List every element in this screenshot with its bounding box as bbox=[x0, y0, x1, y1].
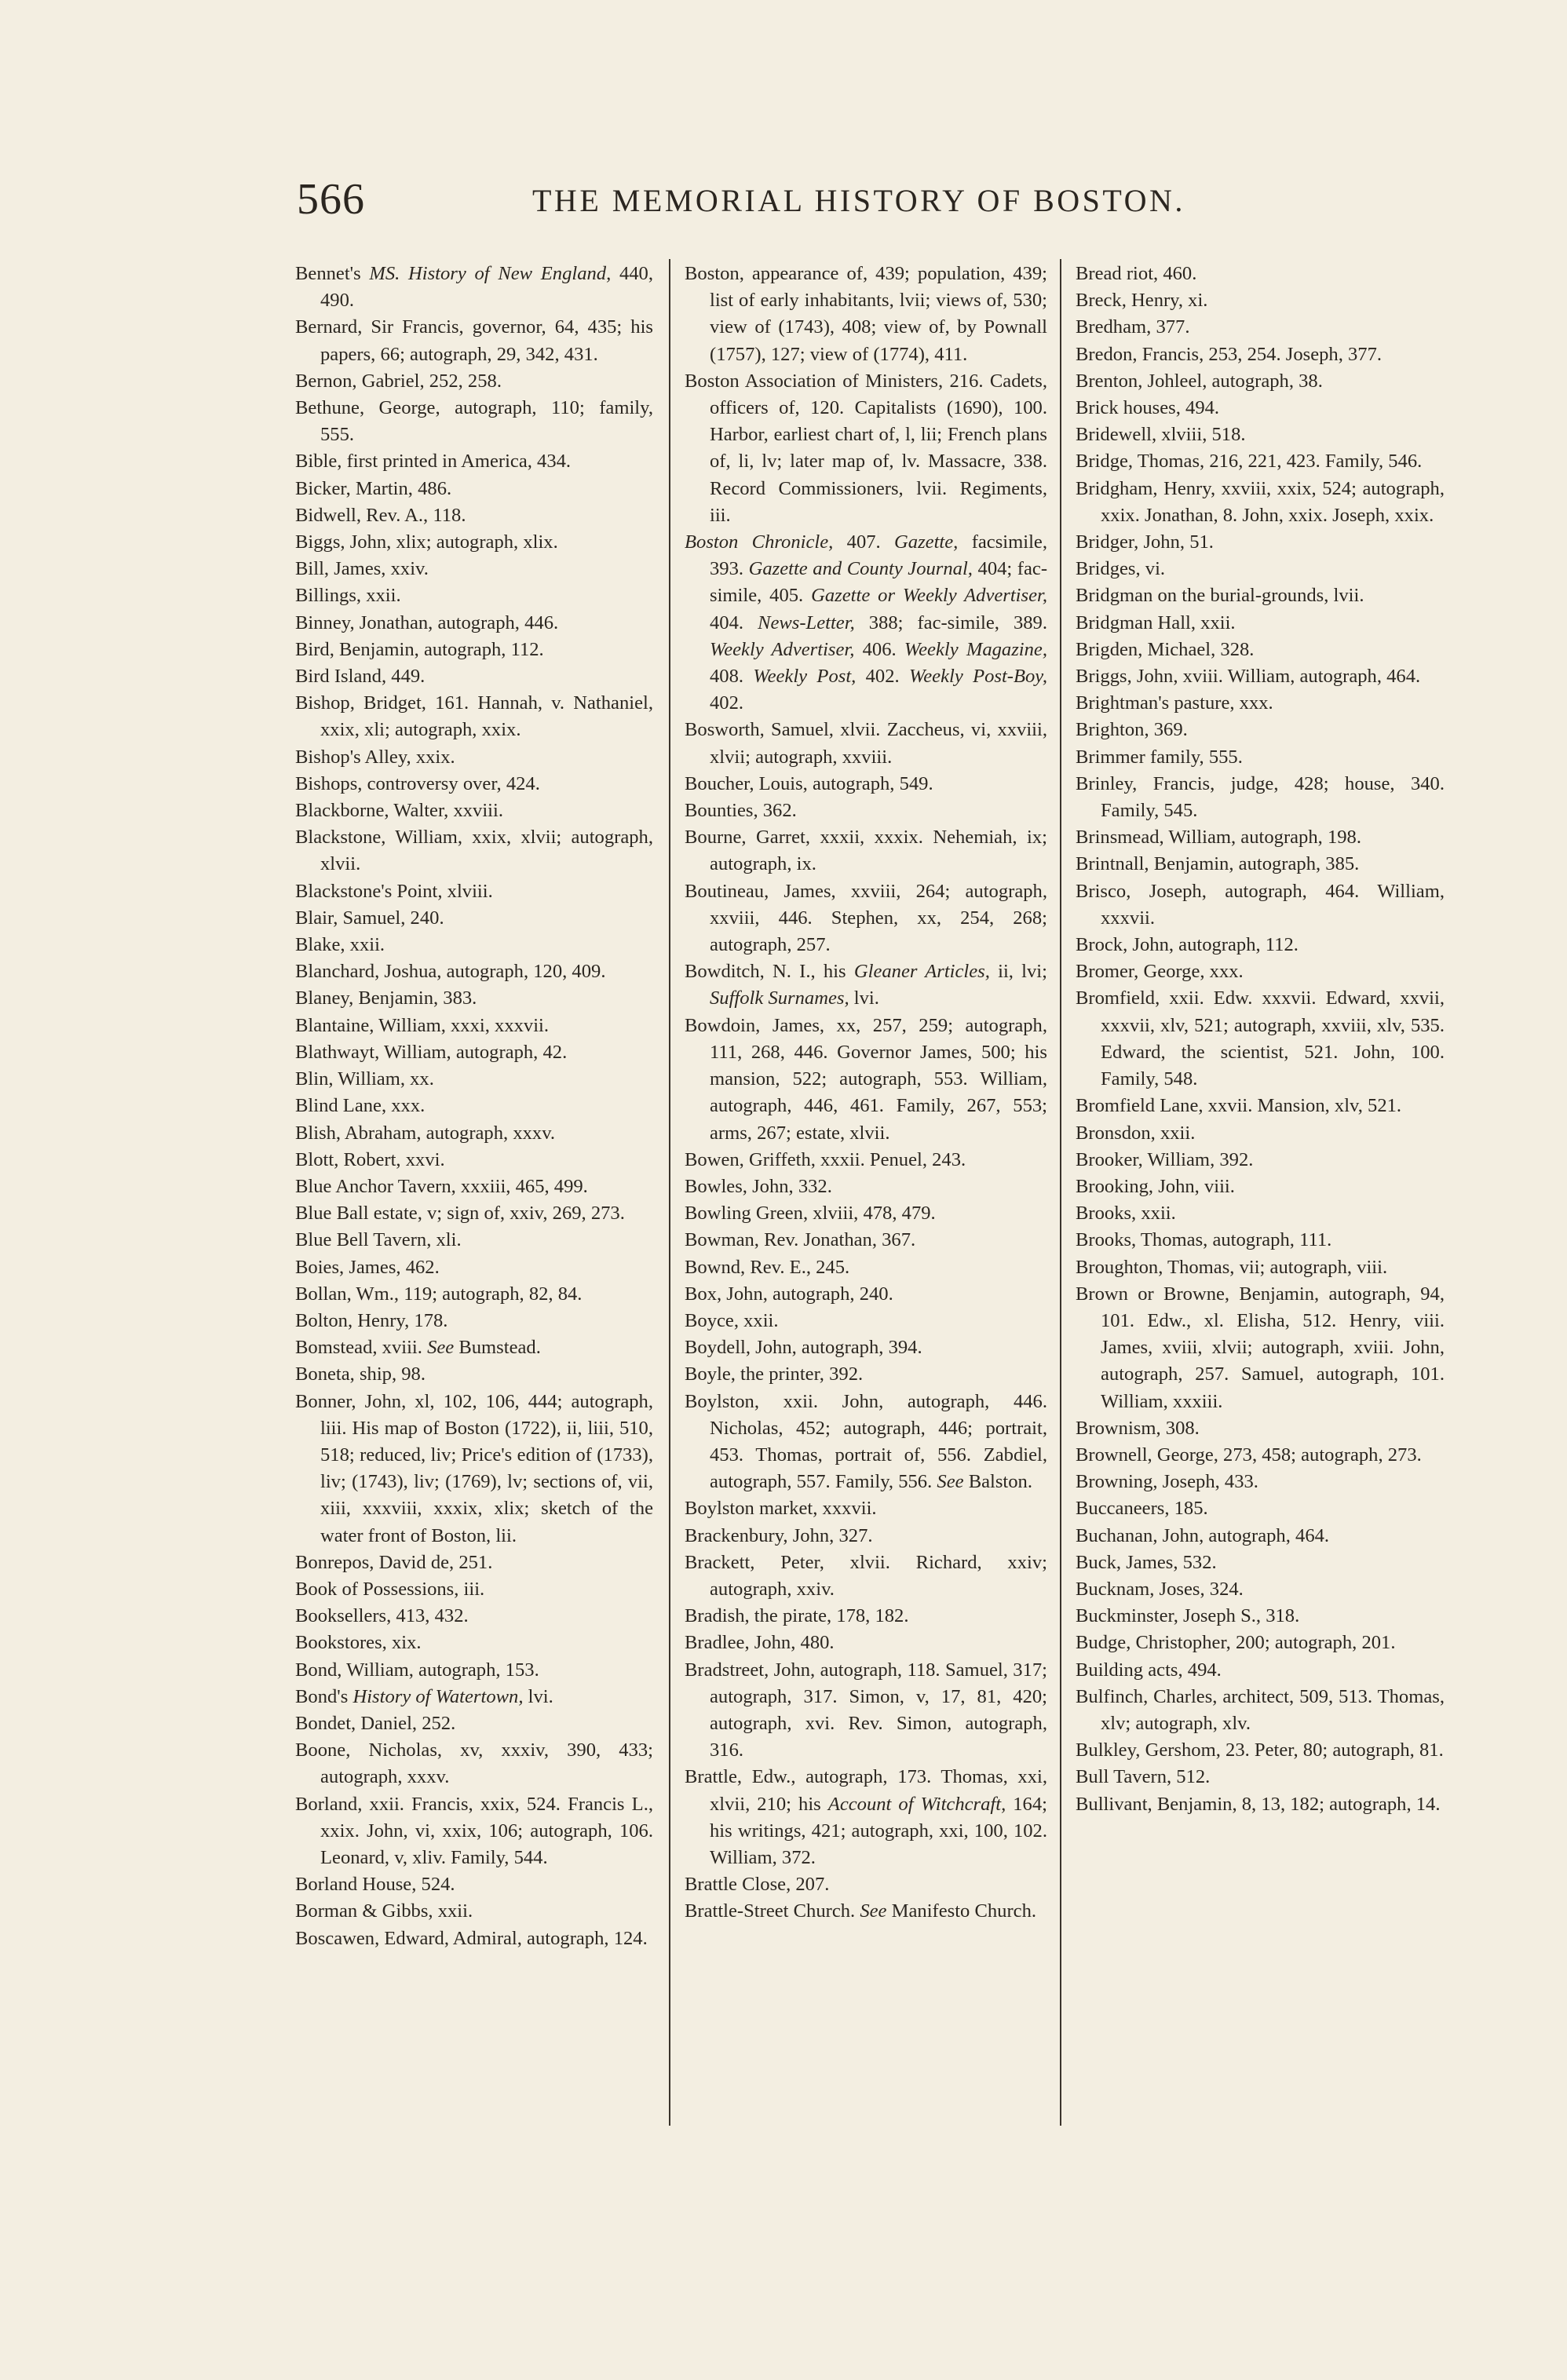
index-entry bbox=[295, 1227, 653, 1254]
index-entry-text: Bosworth, Samuel, xlvii. Zaccheus, vi, xxviii, xlvii; autograph, xxviii. bbox=[685, 719, 1047, 768]
index-entry-text: Bicker, Martin, 486. bbox=[295, 477, 452, 499]
index-entry-text: 164; his writings, 421; autograph, xxi, 100, 102. William, 372. bbox=[710, 1793, 1047, 1868]
index-entry bbox=[685, 798, 1047, 824]
index-entry bbox=[295, 771, 653, 798]
index-entry-text: Blish, Abraham, autograph, xxxv. bbox=[295, 1122, 556, 1144]
index-entry-text: Building acts, 494. bbox=[1076, 1659, 1222, 1681]
index-entry-text: Booksellers, 413, 432. bbox=[295, 1605, 469, 1627]
index-entry bbox=[1076, 582, 1445, 609]
index-entry bbox=[295, 1576, 653, 1603]
index-entry bbox=[295, 798, 653, 824]
index-entry bbox=[295, 824, 653, 878]
index-entry bbox=[1076, 932, 1445, 958]
index-entry bbox=[295, 1281, 653, 1308]
index-entry bbox=[295, 905, 653, 932]
index-entry-text: Bernard, Sir Francis, governor, 64, 435; his papers, 66; autograph, 29, 342, 431. bbox=[295, 316, 653, 365]
index-entry-text: Brick houses, 494. bbox=[1076, 397, 1220, 419]
index-entry-text: Bidwell, Rev. A., 118. bbox=[295, 504, 466, 526]
index-entry bbox=[1076, 1523, 1445, 1550]
index-entry-italic-text: Weekly Post-Boy, bbox=[909, 666, 1048, 688]
index-entry-text: Boydell, John, autograph, 394. bbox=[685, 1337, 922, 1359]
index-entry-text: Brattle Close, 207. bbox=[685, 1874, 830, 1896]
index-entry bbox=[1076, 1200, 1445, 1227]
index-entry-text: Bridgman Hall, xxii. bbox=[1076, 611, 1236, 633]
index-entry-italic-text: History of Watertown, bbox=[352, 1685, 524, 1707]
index-entry-text: Manifesto Church. bbox=[886, 1900, 1037, 1922]
index-entry bbox=[295, 529, 653, 556]
index-entry-text: 404; fac-simile, 405. bbox=[710, 558, 1048, 607]
index-entry-text: Brigden, Michael, 328. bbox=[1076, 638, 1255, 660]
index-entry bbox=[1076, 1147, 1445, 1174]
index-entry bbox=[1076, 1737, 1445, 1764]
index-entry bbox=[685, 368, 1047, 529]
index-entry-italic-text: Gazette or Weekly Advertiser, bbox=[811, 585, 1047, 607]
index-entry-text: Bond, William, autograph, 153. bbox=[295, 1659, 539, 1681]
index-entry-text: Blue Bell Tavern, xli. bbox=[295, 1229, 462, 1251]
index-entry-text: Brinley, Francis, judge, 428; house, 340. Family, 545. bbox=[1076, 772, 1445, 822]
index-entry-text: Blind Lane, xxx. bbox=[295, 1095, 426, 1117]
index-entry bbox=[685, 1550, 1047, 1603]
index-entry-text: Blake, xxii. bbox=[295, 934, 385, 956]
index-entry bbox=[685, 1630, 1047, 1656]
index-entry bbox=[1076, 1764, 1445, 1790]
index-entry-text: Boucher, Louis, autograph, 549. bbox=[685, 772, 933, 794]
index-entry-italic-text: Suffolk Surnames, bbox=[710, 987, 849, 1009]
index-entry bbox=[1076, 958, 1445, 985]
index-entry-text: Bible, first printed in America, 434. bbox=[295, 451, 572, 473]
index-entry-text: Bounties, 362. bbox=[685, 800, 797, 822]
index-entry bbox=[685, 824, 1047, 878]
index-entry bbox=[295, 502, 653, 529]
index-entry bbox=[295, 261, 653, 314]
index-entry bbox=[295, 556, 653, 582]
index-entry bbox=[1076, 1469, 1445, 1495]
index-entry-text: Boies, James, 462. bbox=[295, 1256, 440, 1278]
index-entry bbox=[295, 1066, 653, 1093]
index-entry-text: facsimile, 393. bbox=[710, 531, 1047, 580]
index-entry bbox=[685, 1174, 1047, 1200]
index-entry-text: Brinsmead, William, autograph, 198. bbox=[1076, 827, 1361, 849]
index-entry-text: 408. bbox=[710, 666, 754, 688]
index-entry bbox=[1076, 1093, 1445, 1119]
index-entry-text: Brown or Browne, Benjamin, autograph, 94, 101. Edw., xl. Elisha, 512. Henry, viii. James, xviii, xlvii; autograph, xviii. John, autograph, 257. Samuel, autograph, 101. William, xxxiii. bbox=[1076, 1283, 1445, 1412]
index-entry-text: Brattle, Edw., autograph, 173. Thomas, xxi, xlvii, 210; his bbox=[685, 1766, 1047, 1815]
index-entry-text: Brackett, Peter, xlvii. Richard, xxiv; autograph, xxiv. bbox=[685, 1551, 1047, 1600]
index-entry-text: Bridge, Thomas, 216, 221, 423. Family, 546. bbox=[1076, 451, 1423, 473]
index-entry-text: ii, lvi; bbox=[989, 961, 1047, 983]
index-entry-text: Boylston market, xxxvii. bbox=[685, 1498, 877, 1520]
index-entry bbox=[1076, 985, 1445, 1093]
index-entry-text: Blackstone, William, xxix, xlvii; autograph, xlvii. bbox=[295, 827, 653, 875]
index-entry-text: Brock, John, autograph, 112. bbox=[1076, 934, 1299, 956]
index-entry bbox=[295, 476, 653, 502]
index-entry-text: Bromer, George, xxx. bbox=[1076, 961, 1244, 983]
index-entry-text: Bull Tavern, 512. bbox=[1076, 1766, 1211, 1788]
index-entry-text: Brownism, 308. bbox=[1076, 1417, 1200, 1439]
index-entry bbox=[685, 1308, 1047, 1334]
index-entry bbox=[685, 878, 1047, 959]
index-entry-text: Brighton, 369. bbox=[1076, 719, 1188, 741]
index-entry bbox=[685, 1361, 1047, 1388]
index-entry bbox=[295, 1603, 653, 1630]
index-entry-italic-text: See bbox=[427, 1337, 455, 1359]
index-entry-text: Bulkley, Gershom, 23. Peter, 80; autograph, 81. bbox=[1076, 1739, 1444, 1761]
index-entry bbox=[1076, 878, 1445, 932]
index-entry bbox=[295, 448, 653, 475]
index-entry-text: Bookstores, xix. bbox=[295, 1632, 422, 1654]
page-header bbox=[297, 174, 1482, 237]
index-entry bbox=[1076, 1415, 1445, 1442]
index-entry bbox=[295, 1254, 653, 1281]
index-entry-text: Biggs, John, xlix; autograph, xlix. bbox=[295, 531, 558, 553]
index-entry bbox=[295, 1550, 653, 1576]
index-entry-text: Blackstone's Point, xlviii. bbox=[295, 880, 493, 902]
index-entry-italic-text: See bbox=[860, 1900, 887, 1922]
index-entry-text: Bowman, Rev. Jonathan, 367. bbox=[685, 1229, 916, 1251]
index-entry-text: Bradstreet, John, autograph, 118. Samuel, 317; autograph, 317. Simon, v, 17, 81, 420; autograph, xvi. Rev. Simon, autograph, 316. bbox=[685, 1659, 1047, 1761]
index-entry bbox=[295, 1334, 653, 1361]
index-entry-text: Brooks, Thomas, autograph, 111. bbox=[1076, 1229, 1332, 1251]
index-entry-text: 402. bbox=[856, 666, 910, 688]
index-entry bbox=[295, 368, 653, 395]
index-entry-text: Bowditch, N. I., his bbox=[685, 961, 854, 983]
index-entry bbox=[1076, 1630, 1445, 1656]
index-entry bbox=[295, 1791, 653, 1872]
index-entry bbox=[295, 314, 653, 367]
index-entry-text: Boston, appearance of, 439; population, 439; list of early inhabitants, lvii; views of, 530; view of (1743), 408; view of, by Pownall (1757), 127; view of (1774), 411. bbox=[685, 263, 1047, 365]
index-entry-text: Bethune, George, autograph, 110; family, 555. bbox=[295, 397, 653, 446]
index-entry-text: Bolton, Henry, 178. bbox=[295, 1309, 448, 1331]
index-entry-text: Breck, Henry, xi. bbox=[1076, 290, 1208, 312]
index-entry bbox=[685, 1764, 1047, 1871]
index-entry-text: Bishop's Alley, xxix. bbox=[295, 746, 455, 768]
index-entry bbox=[1076, 1227, 1445, 1254]
index-entry-text: 406. bbox=[854, 638, 904, 660]
index-entry-text: Bromfield, xxii. Edw. xxxvii. Edward, xxvii, xxxvii, xlv, 521; autograph, xxviii, xlv, 535. Edward, the scientist, 521. John, 100. Family, 548. bbox=[1076, 987, 1445, 1090]
index-entry-text: Browning, Joseph, 433. bbox=[1076, 1471, 1258, 1493]
index-entry bbox=[295, 1630, 653, 1656]
index-entry bbox=[295, 1093, 653, 1119]
index-entry bbox=[1076, 395, 1445, 422]
index-entry bbox=[1076, 1495, 1445, 1522]
index-entry-text: Bonrepos, David de, 251. bbox=[295, 1551, 493, 1573]
index-entry-text: Billings, xxii. bbox=[295, 585, 401, 607]
index-entry-italic-text: Weekly Advertiser, bbox=[710, 638, 855, 660]
index-entry bbox=[295, 878, 653, 905]
index-entry-text: Bennet's bbox=[295, 263, 370, 284]
index-entry bbox=[295, 1926, 653, 1952]
index-entry bbox=[685, 1013, 1047, 1147]
index-entry-text: Bridges, vi. bbox=[1076, 558, 1166, 580]
index-entry bbox=[1076, 1684, 1445, 1737]
index-entry bbox=[1076, 1576, 1445, 1603]
index-entry bbox=[1076, 1254, 1445, 1281]
index-entry bbox=[295, 958, 653, 985]
index-entry-text: Bishops, controversy over, 424. bbox=[295, 772, 540, 794]
index-entry bbox=[295, 985, 653, 1012]
index-entry bbox=[1076, 851, 1445, 878]
index-entry-text: Borman & Gibbs, xxii. bbox=[295, 1900, 473, 1922]
index-entry bbox=[295, 1200, 653, 1227]
index-entry bbox=[685, 1281, 1047, 1308]
index-entry-text: Borland, xxii. Francis, xxix, 524. Francis L., xxix. John, vi, xxix, 106; autograph, 106. Leonard, v, xliv. Family, 544. bbox=[295, 1793, 653, 1868]
index-entry bbox=[1076, 314, 1445, 341]
index-entry-text: Brackenbury, John, 327. bbox=[685, 1524, 873, 1546]
index-entry bbox=[295, 1013, 653, 1039]
index-entry bbox=[685, 1254, 1047, 1281]
column-rule bbox=[669, 259, 670, 2126]
index-entry-text: Brooks, xxii. bbox=[1076, 1203, 1176, 1225]
index-entry-text: Bowles, John, 332. bbox=[685, 1175, 832, 1197]
index-entry-text: Borland House, 524. bbox=[295, 1874, 455, 1896]
index-entry-text: Brooking, John, viii. bbox=[1076, 1175, 1235, 1197]
index-entry-text: Bromfield Lane, xxvii. Mansion, xlv, 521. bbox=[1076, 1095, 1402, 1117]
index-entry-text: Blin, William, xx. bbox=[295, 1068, 434, 1090]
index-entry-text: Bishop, Bridget, 161. Hannah, v. Nathaniel, xxix, xli; autograph, xxix. bbox=[295, 692, 653, 741]
index-entry-text: Bronsdon, xxii. bbox=[1076, 1122, 1196, 1144]
index-entry-italic-text: See bbox=[937, 1471, 964, 1493]
index-entry-text: 388; fac-simile, 389. bbox=[854, 611, 1048, 633]
index-entry-italic-text: Weekly Magazine, bbox=[904, 638, 1047, 660]
index-entry bbox=[1076, 771, 1445, 824]
index-entry-text: Blue Ball estate, v; sign of, xxiv, 269, 273. bbox=[295, 1203, 625, 1225]
index-entry bbox=[1076, 368, 1445, 395]
index-column-2 bbox=[685, 261, 1047, 1926]
running-title: THE MEMORIAL HISTORY OF BOSTON. bbox=[532, 183, 1185, 218]
index-entry bbox=[685, 1389, 1047, 1496]
index-entry-italic-text: Gleaner Articles, bbox=[853, 961, 990, 983]
index-entry-text: Bulfinch, Charles, architect, 509, 513. Thomas, xlv; autograph, xlv. bbox=[1076, 1685, 1445, 1734]
index-entry-text: Boyle, the printer, 392. bbox=[685, 1363, 864, 1385]
index-entry bbox=[685, 771, 1047, 798]
index-entry bbox=[685, 1227, 1047, 1254]
index-entry-italic-text: Gazette and County Journal, bbox=[748, 558, 973, 580]
index-entry bbox=[685, 1603, 1047, 1630]
index-entry bbox=[685, 1200, 1047, 1227]
index-entry-text: Buckminster, Joseph S., 318. bbox=[1076, 1605, 1300, 1627]
index-entry bbox=[685, 1898, 1047, 1925]
index-entry-text: Blanchard, Joshua, autograph, 120, 409. bbox=[295, 961, 606, 983]
index-entry-text: Bond's bbox=[295, 1685, 353, 1707]
index-entry-text: Brisco, Joseph, autograph, 464. William, xxxvii. bbox=[1076, 880, 1445, 929]
index-entry-text: 404. bbox=[710, 611, 758, 633]
index-entry bbox=[685, 1147, 1047, 1174]
index-entry bbox=[295, 1361, 653, 1388]
index-entry-text: Brenton, Johleel, autograph, 38. bbox=[1076, 370, 1323, 392]
index-entry-text: Boyce, xxii. bbox=[685, 1309, 779, 1331]
index-entry bbox=[1076, 690, 1445, 717]
index-entry bbox=[1076, 556, 1445, 582]
index-entry bbox=[1076, 1174, 1445, 1200]
index-entry bbox=[295, 744, 653, 771]
index-entry-text: Bomstead, xviii. bbox=[295, 1337, 428, 1359]
index-entry bbox=[1076, 529, 1445, 556]
index-entry-text: Bowen, Griffeth, xxxii. Penuel, 243. bbox=[685, 1148, 966, 1170]
index-entry-text: Boutineau, James, xxviii, 264; autograph, xxviii, 446. Stephen, xx, 254, 268; autograph, 257. bbox=[685, 880, 1047, 956]
index-entry-text: Book of Possessions, iii. bbox=[295, 1578, 485, 1600]
index-entry-text: Bollan, Wm., 119; autograph, 82, 84. bbox=[295, 1283, 583, 1305]
index-entry bbox=[1076, 1657, 1445, 1684]
index-entry-text: Bill, James, xxiv. bbox=[295, 558, 429, 580]
index-entry-text: Brooker, William, 392. bbox=[1076, 1148, 1254, 1170]
index-entry-text: Broughton, Thomas, vii; autograph, viii. bbox=[1076, 1256, 1388, 1278]
index-entry-text: Box, John, autograph, 240. bbox=[685, 1283, 893, 1305]
page-number: 566 bbox=[297, 175, 365, 224]
index-entry bbox=[1076, 1603, 1445, 1630]
index-entry-text: Bondet, Daniel, 252. bbox=[295, 1712, 456, 1734]
index-entry-text: Briggs, John, xviii. William, autograph, 464. bbox=[1076, 666, 1421, 688]
index-entry bbox=[295, 582, 653, 609]
index-entry-text: 440, 490. bbox=[320, 263, 653, 312]
index-entry bbox=[1076, 448, 1445, 475]
index-entry-text: Blair, Samuel, 240. bbox=[295, 907, 444, 929]
index-entry-text: Bradish, the pirate, 178, 182. bbox=[685, 1605, 909, 1627]
index-entry-text: Balston. bbox=[963, 1471, 1032, 1493]
index-entry bbox=[685, 1523, 1047, 1550]
index-entry bbox=[295, 1147, 653, 1174]
index-entry-italic-text: News-Letter, bbox=[758, 611, 855, 633]
index-entry bbox=[685, 717, 1047, 770]
index-entry bbox=[1076, 663, 1445, 690]
index-entry bbox=[295, 1871, 653, 1898]
index-entry-text: Bridgham, Henry, xxviii, xxix, 524; autograph, xxix. Jonathan, 8. John, xxix. Joseph, xxix. bbox=[1076, 477, 1445, 526]
index-entry-text: Buccaneers, 185. bbox=[1076, 1498, 1208, 1520]
index-entry bbox=[1076, 1120, 1445, 1147]
index-entry bbox=[295, 1389, 653, 1550]
index-entry-text: Bredon, Francis, 253, 254. Joseph, 377. bbox=[1076, 343, 1383, 365]
column-rule bbox=[1060, 259, 1061, 2126]
index-entry bbox=[1076, 261, 1445, 287]
index-entry bbox=[1076, 717, 1445, 743]
index-entry bbox=[685, 958, 1047, 1012]
index-entry bbox=[295, 395, 653, 448]
index-entry-italic-text: Gazette, bbox=[894, 531, 959, 553]
index-entry-text: Bradlee, John, 480. bbox=[685, 1632, 835, 1654]
index-entry bbox=[295, 610, 653, 637]
index-entry bbox=[1076, 1442, 1445, 1469]
index-entry bbox=[685, 1495, 1047, 1522]
index-entry-text: Brightman's pasture, xxx. bbox=[1076, 692, 1273, 714]
index-entry-text: Brintnall, Benjamin, autograph, 385. bbox=[1076, 853, 1360, 875]
index-entry bbox=[295, 663, 653, 690]
index-entry-text: Boston Association of Ministers, 216. Cadets, officers of, 120. Capitalists (1690), 100. Harbor, earliest chart of, l, lii; French plans of, li, lv; later map of, lv. Massacre, 338. Record Commissioners, lvii. Regiments, iii. bbox=[685, 370, 1047, 526]
index-entry-text: Blaney, Benjamin, 383. bbox=[295, 987, 477, 1009]
index-entry-text: 407. bbox=[833, 531, 895, 553]
index-entry bbox=[295, 1120, 653, 1147]
index-entry-text: lvi. bbox=[849, 987, 879, 1009]
index-entry bbox=[1076, 637, 1445, 663]
index-entry-text: Bridgman on the burial-grounds, lvii. bbox=[1076, 585, 1364, 607]
index-entry-text: lvi. bbox=[523, 1685, 553, 1707]
index-entry-italic-text: Account of Witchcraft, bbox=[827, 1793, 1006, 1815]
index-entry-text: Bridewell, xlviii, 518. bbox=[1076, 424, 1246, 446]
index-entry-text: Bridger, John, 51. bbox=[1076, 531, 1214, 553]
index-entry bbox=[685, 1334, 1047, 1361]
index-entry-text: Bread riot, 460. bbox=[1076, 263, 1197, 284]
index-entry-text: Bredham, 377. bbox=[1076, 316, 1190, 338]
index-entry bbox=[295, 1308, 653, 1334]
index-entry-text: Bownd, Rev. E., 245. bbox=[685, 1256, 850, 1278]
index-entry bbox=[295, 637, 653, 663]
index-entry bbox=[295, 1710, 653, 1737]
index-entry-text: Bird, Benjamin, autograph, 112. bbox=[295, 638, 544, 660]
index-entry-italic-text: MS. History of New England, bbox=[369, 263, 612, 284]
index-entry-text: Bourne, Garret, xxxii, xxxix. Nehemiah, ix; autograph, ix. bbox=[685, 827, 1047, 875]
index-entry-text: Bucknam, Joses, 324. bbox=[1076, 1578, 1244, 1600]
index-entry-text: Bowdoin, James, xx, 257, 259; autograph, 111, 268, 446. Governor James, 500; his mansion, 522; autograph, 553. William, autograph, 446, 461. Family, 267, 553; arms, 267; estate, xlvii. bbox=[685, 1014, 1047, 1144]
index-entry bbox=[1076, 610, 1445, 637]
index-entry bbox=[1076, 341, 1445, 368]
index-entry-text: Buchanan, John, autograph, 464. bbox=[1076, 1524, 1330, 1546]
index-entry-text: Brownell, George, 273, 458; autograph, 273. bbox=[1076, 1444, 1422, 1466]
index-entry bbox=[295, 1174, 653, 1200]
index-entry bbox=[685, 529, 1047, 717]
index-entry-text: Bonner, John, xl, 102, 106, 444; autograph, liii. His map of Boston (1722), ii, liii, 510, 518; reduced, liv; Price's edition of (1733), liv; (1743), liv; (1769), lv; sections of, vii, xiii, xxxviii, xxxix, xlix; sketch of the water front of Boston, lii. bbox=[295, 1390, 653, 1546]
index-entry-text: Brimmer family, 555. bbox=[1076, 746, 1243, 768]
index-entry bbox=[1076, 1281, 1445, 1415]
index-entry-text: Brattle-Street Church. bbox=[685, 1900, 860, 1922]
index-entry-text: Buck, James, 532. bbox=[1076, 1551, 1217, 1573]
index-entry bbox=[1076, 1791, 1445, 1818]
index-entry-text: Blackborne, Walter, xxviii. bbox=[295, 800, 503, 822]
index-entry-text: Binney, Jonathan, autograph, 446. bbox=[295, 611, 559, 633]
index-entry-text: Blantaine, William, xxxi, xxxvii. bbox=[295, 1014, 550, 1036]
index-entry-text: Blathwayt, William, autograph, 42. bbox=[295, 1041, 568, 1063]
index-entry-text: Bird Island, 449. bbox=[295, 666, 426, 688]
index-entry bbox=[295, 1737, 653, 1790]
index-entry bbox=[295, 690, 653, 743]
index-entry-text: Bernon, Gabriel, 252, 258. bbox=[295, 370, 502, 392]
index-entry bbox=[1076, 744, 1445, 771]
index-entry bbox=[1076, 824, 1445, 851]
index-entry bbox=[1076, 287, 1445, 314]
index-entry bbox=[295, 1039, 653, 1066]
index-entry bbox=[1076, 476, 1445, 529]
index-entry bbox=[295, 1898, 653, 1925]
index-entry-text: Blott, Robert, xxvi. bbox=[295, 1148, 445, 1170]
index-entry-italic-text: Weekly Post, bbox=[753, 666, 857, 688]
index-entry-text: Bumstead. bbox=[454, 1337, 541, 1359]
index-entry bbox=[295, 1684, 653, 1710]
index-entry bbox=[1076, 1550, 1445, 1576]
index-entry bbox=[685, 1657, 1047, 1765]
index-entry-italic-text: Boston Chronicle, bbox=[685, 531, 834, 553]
index-entry-text: Boscawen, Edward, Admiral, autograph, 124. bbox=[295, 1927, 648, 1949]
index-entry-text: 402. bbox=[710, 692, 744, 714]
index-entry-text: Bullivant, Benjamin, 8, 13, 182; autograph, 14. bbox=[1076, 1793, 1441, 1815]
index-column-3 bbox=[1076, 261, 1445, 1818]
index-column-1 bbox=[295, 261, 653, 1952]
index-entry bbox=[1076, 422, 1445, 448]
index-entry-text: Bowling Green, xlviii, 478, 479. bbox=[685, 1203, 936, 1225]
index-entry-text: Budge, Christopher, 200; autograph, 201. bbox=[1076, 1632, 1396, 1654]
index-entry-text: Boone, Nicholas, xv, xxxiv, 390, 433; autograph, xxxv. bbox=[295, 1739, 653, 1788]
index-entry bbox=[685, 261, 1047, 368]
index-entry bbox=[295, 1657, 653, 1684]
index-entry-text: Blue Anchor Tavern, xxxiii, 465, 499. bbox=[295, 1175, 588, 1197]
index-entry bbox=[685, 1871, 1047, 1898]
index-entry bbox=[295, 932, 653, 958]
index-entry-text: Boylston, xxii. John, autograph, 446. Nicholas, 452; autograph, 446; portrait, 453. Thomas, portrait of, 556. Zabdiel, autograph, 557. Family, 556. bbox=[685, 1390, 1047, 1493]
index-entry-text: Boneta, ship, 98. bbox=[295, 1363, 426, 1385]
